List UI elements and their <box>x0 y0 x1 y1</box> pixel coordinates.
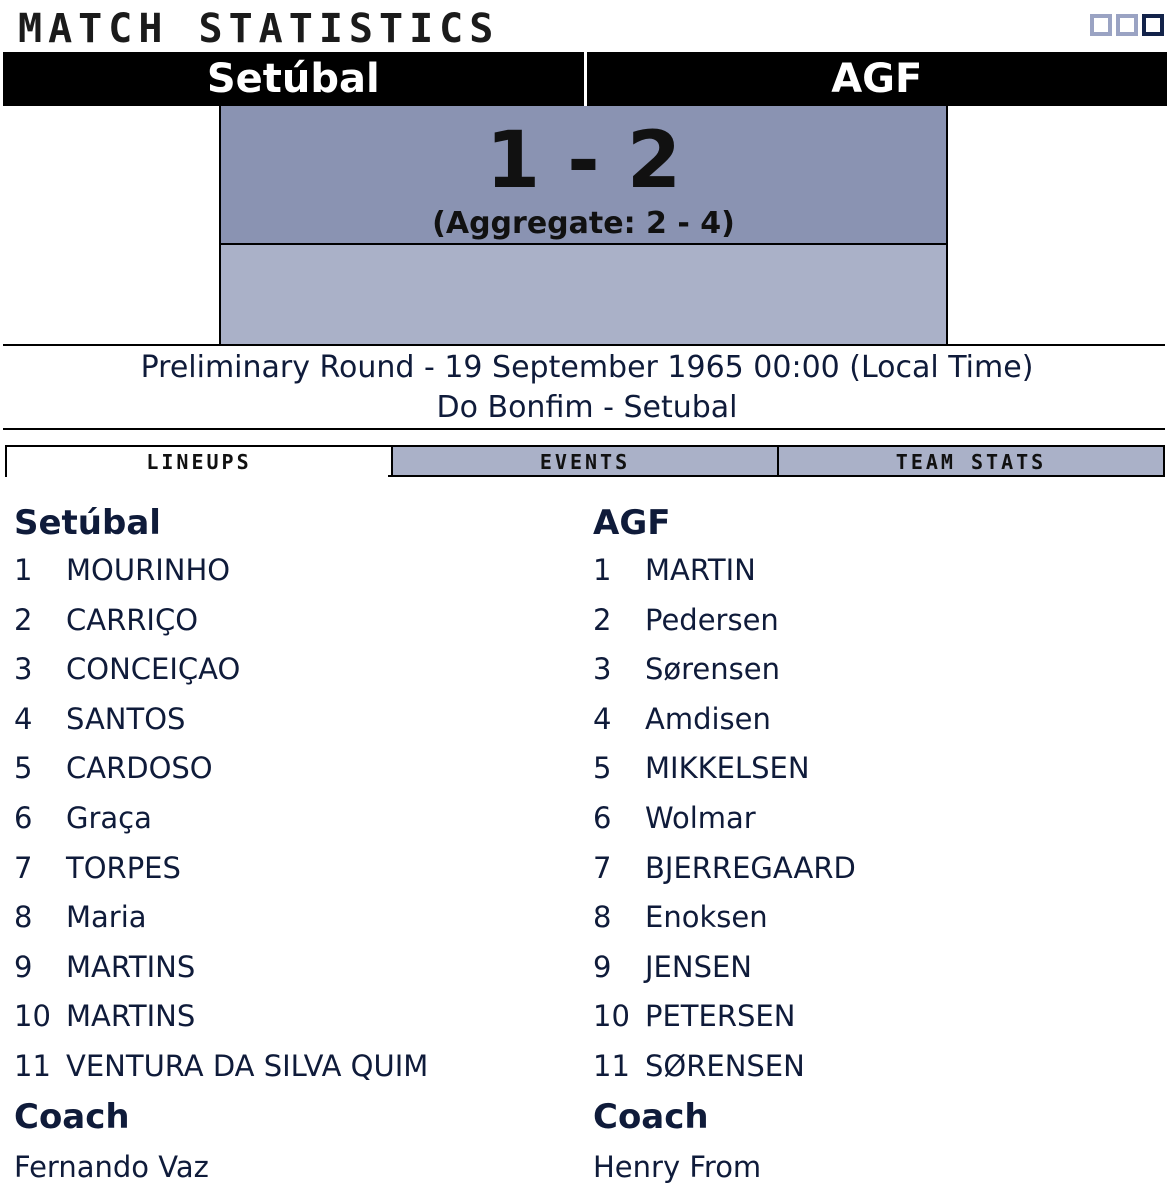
page-title: MATCH STATISTICS <box>18 6 500 52</box>
away-lineup <box>593 500 856 1192</box>
player-name: MARTINS <box>66 999 196 1034</box>
player-number: 4 <box>14 701 33 736</box>
tab-lineups[interactable]: LINEUPS <box>7 447 391 477</box>
away-coach-name: Henry From <box>593 1149 762 1184</box>
list-item <box>14 1042 428 1092</box>
player-number: 3 <box>14 652 33 687</box>
score-panel <box>219 106 948 344</box>
list-item <box>593 645 856 695</box>
player-name: MARTINS <box>66 949 196 984</box>
list-item <box>593 893 856 943</box>
player-number: 6 <box>14 800 33 835</box>
player-number: 4 <box>593 701 612 736</box>
match-round-date: Preliminary Round - 19 September 1965 00:00 (Local Time) <box>140 350 1034 385</box>
player-number: 7 <box>14 850 33 885</box>
home-lineup <box>14 500 428 1192</box>
player-name: CARDOSO <box>66 751 213 786</box>
player-number: 6 <box>593 800 612 835</box>
player-number: 11 <box>14 1048 51 1083</box>
player-name: MIKKELSEN <box>645 751 810 786</box>
match-venue: Do Bonfim - Setubal <box>436 390 738 425</box>
score-summary <box>221 106 946 245</box>
player-name: Sørensen <box>645 652 780 687</box>
list-item <box>14 645 428 695</box>
score-result: 1 - 2 <box>485 116 682 206</box>
player-name: MARTIN <box>645 553 756 587</box>
list-item <box>14 794 428 844</box>
player-number: 5 <box>14 751 33 786</box>
list-item <box>593 844 856 894</box>
player-name: Pedersen <box>645 602 779 637</box>
list-item <box>14 596 428 646</box>
player-name: JENSEN <box>645 949 752 984</box>
player-number: 10 <box>14 999 51 1034</box>
list-item <box>593 794 856 844</box>
list-item <box>593 744 856 794</box>
home-team-name: Setúbal <box>3 52 587 106</box>
player-name: Maria <box>66 900 147 935</box>
list-item <box>593 695 856 745</box>
home-lineup-team: Setúbal <box>14 503 161 543</box>
player-number: 1 <box>14 553 33 587</box>
tab-underline <box>388 475 1165 477</box>
home-coach-name: Fernando Vaz <box>14 1149 209 1184</box>
list-item <box>593 1042 856 1092</box>
list-item <box>593 546 856 596</box>
list-item <box>14 695 428 745</box>
player-name: VENTURA DA SILVA QUIM <box>66 1048 429 1083</box>
list-item <box>14 943 428 993</box>
player-number: 8 <box>14 900 33 935</box>
player-number: 7 <box>593 850 612 885</box>
tab-team-stats[interactable]: TEAM STATS <box>777 447 1163 477</box>
list-item <box>14 893 428 943</box>
list-item <box>14 992 428 1042</box>
divider <box>3 428 1165 430</box>
player-number: 2 <box>593 602 612 637</box>
restore-icon[interactable] <box>1116 14 1138 36</box>
maximize-icon[interactable] <box>1142 14 1164 36</box>
minimize-icon[interactable] <box>1090 14 1112 36</box>
player-name: TORPES <box>66 850 181 885</box>
tab-events[interactable]: EVENTS <box>391 447 777 477</box>
away-lineup-team: AGF <box>593 503 671 543</box>
player-name: Enoksen <box>645 900 768 935</box>
divider <box>3 344 1165 346</box>
list-item <box>593 992 856 1042</box>
home-coach-heading: Coach <box>14 1096 130 1137</box>
player-name: BJERREGAARD <box>645 850 856 885</box>
player-name: MOURINHO <box>66 553 231 587</box>
player-number: 10 <box>593 999 630 1034</box>
player-number: 8 <box>593 900 612 935</box>
list-item <box>593 943 856 993</box>
player-name: Wolmar <box>645 800 756 835</box>
tab-bar <box>5 445 1165 477</box>
player-number: 2 <box>14 602 33 637</box>
away-coach-heading: Coach <box>593 1096 709 1137</box>
score-details <box>221 245 946 344</box>
player-name: PETERSEN <box>645 999 796 1034</box>
aggregate-score: (Aggregate: 2 - 4) <box>432 206 735 241</box>
player-number: 9 <box>593 949 612 984</box>
teams-bar <box>3 52 1167 106</box>
player-number: 5 <box>593 751 612 786</box>
player-name: CONCEIÇAO <box>66 652 241 687</box>
list-item <box>14 744 428 794</box>
player-number: 9 <box>14 949 33 984</box>
window-controls <box>1090 14 1164 36</box>
player-name: Graça <box>66 800 152 835</box>
player-name: SANTOS <box>66 701 186 736</box>
player-number: 11 <box>593 1048 630 1083</box>
list-item <box>593 596 856 646</box>
player-name: SØRENSEN <box>645 1048 805 1083</box>
player-number: 3 <box>593 652 612 687</box>
player-name: CARRIÇO <box>66 602 199 637</box>
list-item <box>14 546 428 596</box>
player-number: 1 <box>593 553 612 587</box>
player-name: Amdisen <box>645 701 771 736</box>
list-item <box>14 844 428 894</box>
away-team-name: AGF <box>831 56 923 102</box>
